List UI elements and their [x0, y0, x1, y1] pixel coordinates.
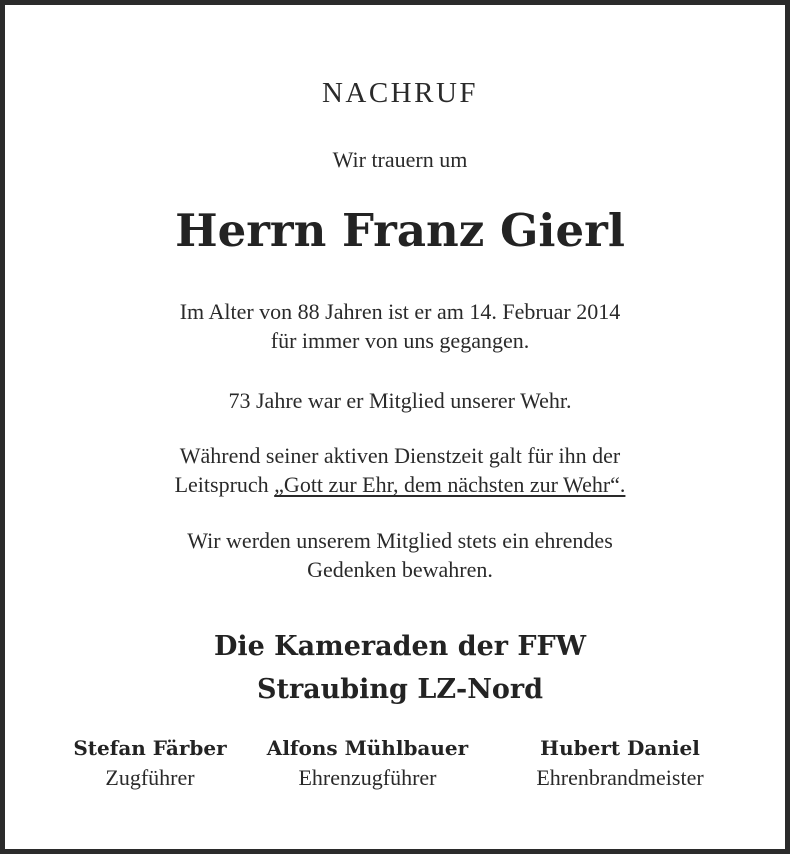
signature-line-1: Die Kameraden der FFW [213, 631, 587, 662]
signature-block [5, 625, 790, 711]
motto-quote: „Gott zur Ehr, dem nächsten zur Wehr“. [274, 472, 626, 497]
paragraph-age-line-1: Im Alter von 88 Jahren ist er am 14. Februar 2014 [179, 299, 621, 324]
signatory [55, 733, 245, 793]
signatory-role: Zugführer [105, 765, 195, 790]
motto-prefix: Leitspruch [174, 472, 275, 497]
signatory-name: Stefan Färber [73, 736, 227, 760]
paragraph-motto-line-1: Während seiner aktiven Dienstzeit galt für ihn der [179, 443, 621, 468]
paragraph-motto [5, 441, 790, 499]
signatory [250, 733, 485, 793]
paragraph-age-line-2: für immer von uns gegangen. [270, 328, 530, 353]
signatory-name: Alfons Mühlbauer [266, 736, 469, 760]
signatory [495, 733, 745, 793]
signatory-name: Hubert Daniel [540, 736, 700, 760]
paragraph-remembrance-line-2: Gedenken bewahren. [307, 557, 493, 582]
paragraph-remembrance-line-1: Wir werden unserem Mitglied stets ein ehrendes [187, 528, 613, 553]
signature-line-2: Straubing LZ-Nord [256, 674, 544, 705]
paragraph-membership: 73 Jahre war er Mitglied unserer Wehr. [228, 388, 572, 413]
notice-heading: NACHRUF [321, 77, 479, 109]
paragraph-motto-line-2 [5, 470, 790, 499]
deceased-name: Herrn Franz Gierl [175, 204, 625, 257]
paragraph-remembrance [5, 526, 790, 584]
signatory-role: Ehrenzugführer [298, 765, 437, 790]
paragraph-age [5, 297, 790, 355]
signatory-role: Ehrenbrandmeister [536, 765, 704, 790]
intro-text: Wir trauern um [332, 147, 468, 172]
